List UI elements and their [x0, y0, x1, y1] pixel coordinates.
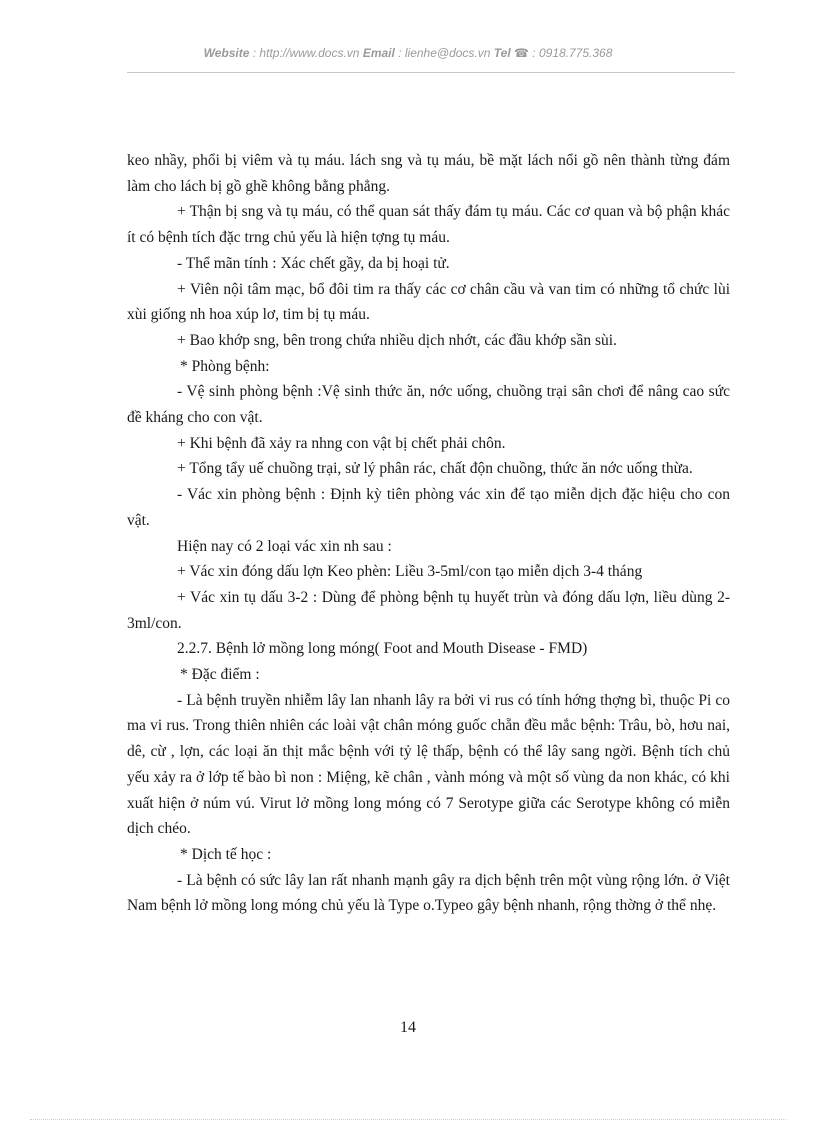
website-url[interactable]: : http://www.docs.vn — [252, 46, 360, 60]
paragraph: + Vác xin đóng dấu lợn Keo phèn: Liều 3-5ml/con tạo miễn dịch 3-4 tháng — [177, 563, 643, 581]
paragraph: + Bao khớp sng, bên trong chứa nhiều dịch nhớt, các đầu khớp sần sùi. — [177, 331, 617, 349]
email-address[interactable]: : lienhe@docs.vn — [398, 46, 491, 60]
paragraph: + Tổng tẩy uế chuồng trại, sử lý phân rác, chất độn chuồng, thức ăn nớc uống thừa. — [177, 460, 693, 478]
page-number: 14 — [400, 1019, 416, 1036]
paragraph: - Là bệnh truyền nhiễm lây lan nhanh lây ra bởi vi rus có tính hớng thợng bì, thuộc Pi co ma vi rus. Trong thiên nhiên các loài vật chân móng guốc chẵn đều mắc bệnh: Trâu, bò, hơu nai, dê, cừ , lợn, các loại ăn thịt mắc bệnh với tỷ lệ thấp, bệnh có thể lây sang ngời. Bệnh tích chủ yếu xảy ra ở lớp tế bào bì non : Miệng, kẽ chân , vành móng và một số vùng da non khác, có khi xuất hiện ở núm vú. Virut lở mồng long móng có 7 Serotype giữa các Serotype không có miễn dịch chéo. — [127, 691, 730, 838]
section-heading: * Dịch tế học : — [180, 845, 272, 863]
paragraph: + Thận bị sng và tụ máu, có thể quan sát thấy đám tụ máu. Các cơ quan và bộ phận khác ít có bệnh tích đặc trng chủ yếu là hiện tợng tụ máu. — [127, 203, 730, 247]
tel-number: ☎ : 0918.775.368 — [514, 46, 613, 60]
paragraph: + Vác xin tụ dấu 3-2 : Dùng để phòng bệnh tụ huyết trùn và đóng dấu lợn, liều dùng 2-3ml/con. — [127, 588, 730, 632]
paragraph: - Là bệnh có sức lây lan rất nhanh mạnh gây ra dịch bệnh trên một vùng rộng lớn. ở Việt Nam bệnh lở mồng long móng chủ yếu là Type o.Typeo gây bệnh nhanh, rộng thờng ở thể nhẹ. — [127, 871, 730, 915]
website-label: Website — [203, 46, 250, 60]
header-divider — [127, 72, 735, 73]
document-body — [127, 148, 730, 919]
paragraph: - Thể mãn tính : Xác chết gầy, da bị hoại tử. — [177, 254, 450, 272]
paragraph: - Vệ sinh phòng bệnh :Vệ sinh thức ăn, nớc uống, chuồng trại sân chơi để nâng cao sức đề kháng cho con vật. — [127, 383, 730, 427]
paragraph: + Khi bệnh đã xảy ra nhng con vật bị chết phải chôn. — [177, 434, 506, 452]
paragraph: + Viên nội tâm mạc, bổ đôi tim ra thấy các cơ chân cầu và van tim có những tổ chức lùi xùi giống nh hoa xúp lơ, tim bị tụ máu. — [127, 280, 730, 324]
page-header — [0, 46, 816, 60]
paragraph: keo nhầy, phổi bị viêm và tụ máu. lách sng và tụ máu, bề mặt lách nổi gồ nên thành từng đám làm cho lách bị gồ ghề không bằng phẳng. — [127, 152, 730, 195]
section-title: 2.2.7. Bệnh lở mồng long móng( Foot and Mouth Disease - FMD) — [177, 640, 588, 658]
footer-divider — [30, 1119, 786, 1120]
section-heading: * Đặc điểm : — [180, 666, 260, 684]
email-label: Email — [362, 46, 395, 60]
section-heading: * Phòng bệnh: — [180, 357, 270, 375]
paragraph: Hiện nay có 2 loại vác xin nh sau : — [177, 537, 392, 555]
paragraph: - Vác xin phòng bệnh : Định kỳ tiên phòng vác xin để tạo miễn dịch đặc hiệu cho con vật. — [127, 486, 730, 529]
tel-label: Tel — [493, 46, 511, 60]
